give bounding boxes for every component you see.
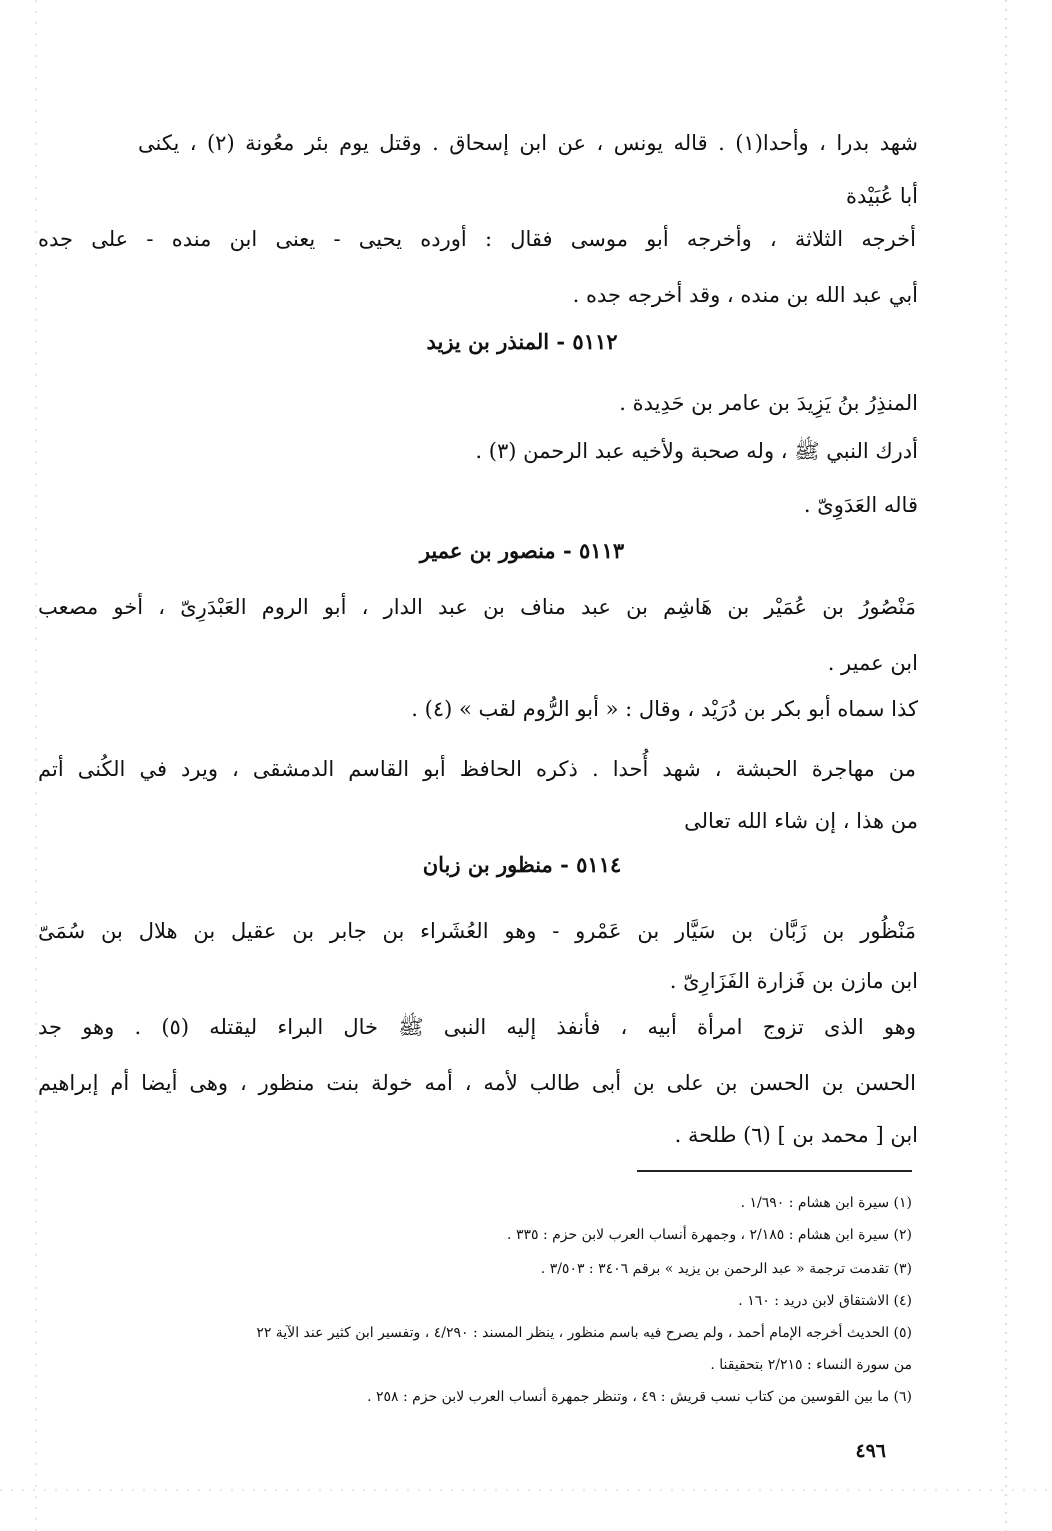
footnote-separator [637,1170,912,1172]
body-line: وهو الذى تزوج امرأة أبيه ، فأنفذ إليه النبى ﷺ خال البراء ليقتله (٥) . وهو جد [38,1015,916,1039]
body-line: مَنْصُورُ بن عُمَيْر بن هَاشِم بن عبد مناف بن عبد الدار ، أبو الروم العَبْدَرِىّ ، أخو مصعب [38,595,916,619]
footnote: (١) سيرة ابن هشام : ١/٦٩٠ . [740,1195,912,1211]
body-line: أبا عُبَيْدة [846,184,918,208]
body-line: المنذِرُ بنُ يَزِيدَ بن عامر بن حَدِيدة . [619,391,918,415]
body-line: ابن مازن بن فَزارة الفَزَارِىّ . [669,969,918,993]
body-line: أخرجه الثلاثة ، وأخرجه أبو موسى فقال : أورده يحيى - يعنى ابن منده - على جده [38,227,916,251]
body-line: ابن عمير . [827,651,918,675]
body-line: مَنْظُور بن زَبَّان بن سَيَّار بن عَمْرو - وهو العُشَراء بن جابر بن عقيل بن هلال بن سُمَىّ [38,919,916,943]
body-line: من مهاجرة الحبشة ، شهد أُحدا . ذكره الحافظ أبو القاسم الدمشقى ، ويرد في الكُنى أتم [38,757,916,781]
body-line: ابن [ محمد بن ] (٦) طلحة . [674,1123,918,1147]
body-line: قاله العَدَوِىّ . [803,493,918,517]
footnote: (٣) تقدمت ترجمة « عبد الرحمن بن يزيد » برقم ٣٤٠٦ : ٣/٥٠٣ . [540,1261,912,1277]
body-line: الحسن بن الحسن بن على بن أبى طالب لأمه ، أمه خولة بنت منظور ، وهى أيضا أم إبراهيم [38,1071,916,1095]
body-line: أبي عبد الله بن منده ، وقد أخرجه جده . [572,283,918,307]
footnote: من سورة النساء : ٢/٢١٥ بتحقيقنا . [710,1357,912,1373]
entry-heading: ٥١١٣ - منصور بن عمير [419,538,625,563]
body-line: أدرك النبي ﷺ ، وله صحبة ولأخيه عبد الرحمن (٣) . [475,439,918,463]
footnote: (٤) الاشتقاق لابن دريد : ١٦٠ . [738,1293,912,1309]
page-number: ٤٩٦ [855,1440,886,1462]
footnote: (٦) ما بين القوسين من كتاب نسب قريش : ٤٩ ، وتنظر جمهرة أنساب العرب لابن حزم : ٢٥٨ . [367,1389,912,1405]
entry-heading: ٥١١٤ - منظور بن زبان [422,852,622,877]
body-line: من هذا ، إن شاء الله تعالى [684,809,918,833]
body-line: كذا سماه أبو بكر بن دُرَيْد ، وقال : « أبو الرُّوم لقب » (٤) . [411,697,918,721]
footnote: (٥) الحديث أخرجه الإمام أحمد ، ولم يصرح فيه باسم منظور ، ينظر المسند : ٤/٢٩٠ ، وتفسير ابن كثير عند الآية ٢٢ [256,1325,912,1341]
body-line: شهد بدرا ، وأحدا(١) . قاله يونس ، عن ابن إسحاق . وقتل يوم بئر معُونة (٢) ، يكنى [138,131,918,155]
footnote: (٢) سيرة ابن هشام : ٢/١٨٥ ، وجمهرة أنساب العرب لابن حزم : ٣٣٥ . [507,1227,912,1243]
entry-heading: ٥١١٢ - المنذر بن يزيد [426,329,618,354]
